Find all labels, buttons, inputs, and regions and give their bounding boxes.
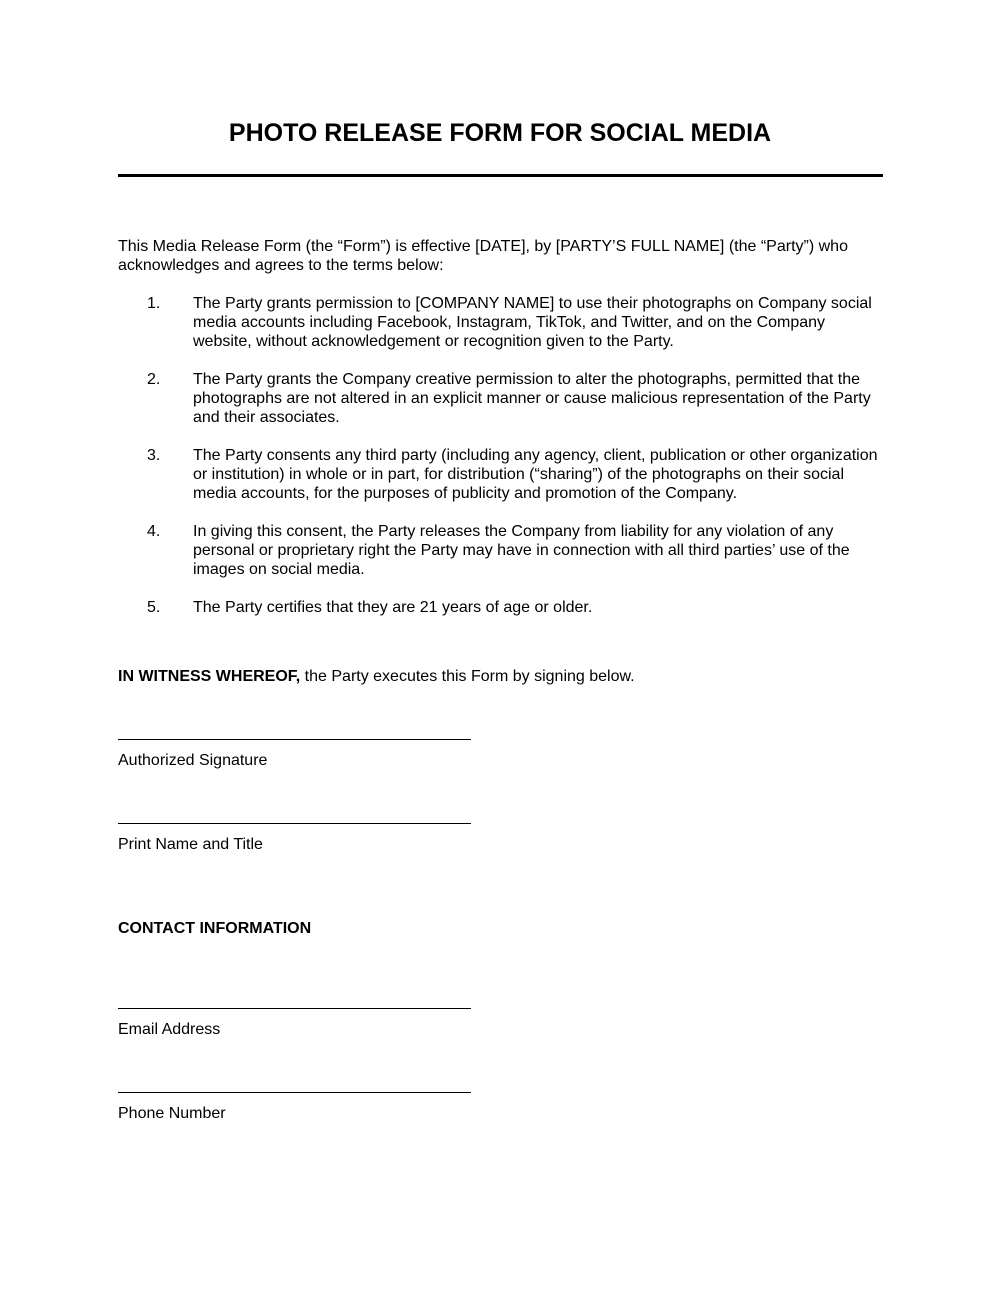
term-text: The Party grants the Company creative permission to alter the photographs, permitted that the photographs are not altered in an explicit manner or cause malicious representation of the Party and their associates. [193, 371, 871, 426]
term-number: 5. [147, 599, 161, 616]
term-text: In giving this consent, the Party releases the Company from liability for any violation of any personal or proprietary right the Party may have in connection with all third parties’ use of the images on social media. [193, 523, 850, 578]
email-address-line[interactable] [118, 1008, 471, 1009]
intro-paragraph: This Media Release Form (the “Form”) is effective [DATE], by [PARTY’S FULL NAME] (the “Party”) who acknowledges and agrees to the terms below: [118, 238, 848, 274]
phone-number-label: Phone Number [118, 1105, 226, 1122]
document-title: PHOTO RELEASE FORM FOR SOCIAL MEDIA [228, 119, 772, 147]
term-number: 1. [147, 295, 161, 312]
term-item [118, 446, 883, 503]
email-address-label: Email Address [118, 1021, 221, 1038]
term-item [118, 294, 883, 351]
terms-list [118, 294, 883, 636]
term-number: 2. [147, 371, 161, 388]
authorized-signature-line[interactable] [118, 739, 471, 740]
phone-number-line[interactable] [118, 1092, 471, 1093]
print-name-title-line[interactable] [118, 823, 471, 824]
print-name-title-label: Print Name and Title [118, 836, 263, 853]
witness-lead: IN WITNESS WHEREOF, [118, 668, 301, 685]
term-item [118, 370, 883, 427]
term-item [118, 598, 883, 617]
term-number: 3. [147, 447, 161, 464]
contact-information-heading: CONTACT INFORMATION [118, 920, 312, 937]
term-text: The Party grants permission to [COMPANY NAME] to use their photographs on Company social media accounts including Facebook, Instagram, TikTok, and Twitter, and on the Company website, without acknowledgement or recognition given to the Party. [193, 295, 872, 350]
term-number: 4. [147, 523, 161, 540]
term-text: The Party consents any third party (including any agency, client, publication or other organization or institution) in whole or in part, for distribution (“sharing”) of the photographs on their social media accounts, for the purposes of publicity and promotion of the Company. [193, 447, 878, 502]
witness-statement [118, 667, 883, 686]
title-divider [118, 174, 883, 177]
authorized-signature-label: Authorized Signature [118, 752, 268, 769]
term-item [118, 522, 883, 579]
witness-text: the Party executes this Form by signing below. [300, 668, 635, 685]
term-text: The Party certifies that they are 21 years of age or older. [193, 599, 593, 616]
